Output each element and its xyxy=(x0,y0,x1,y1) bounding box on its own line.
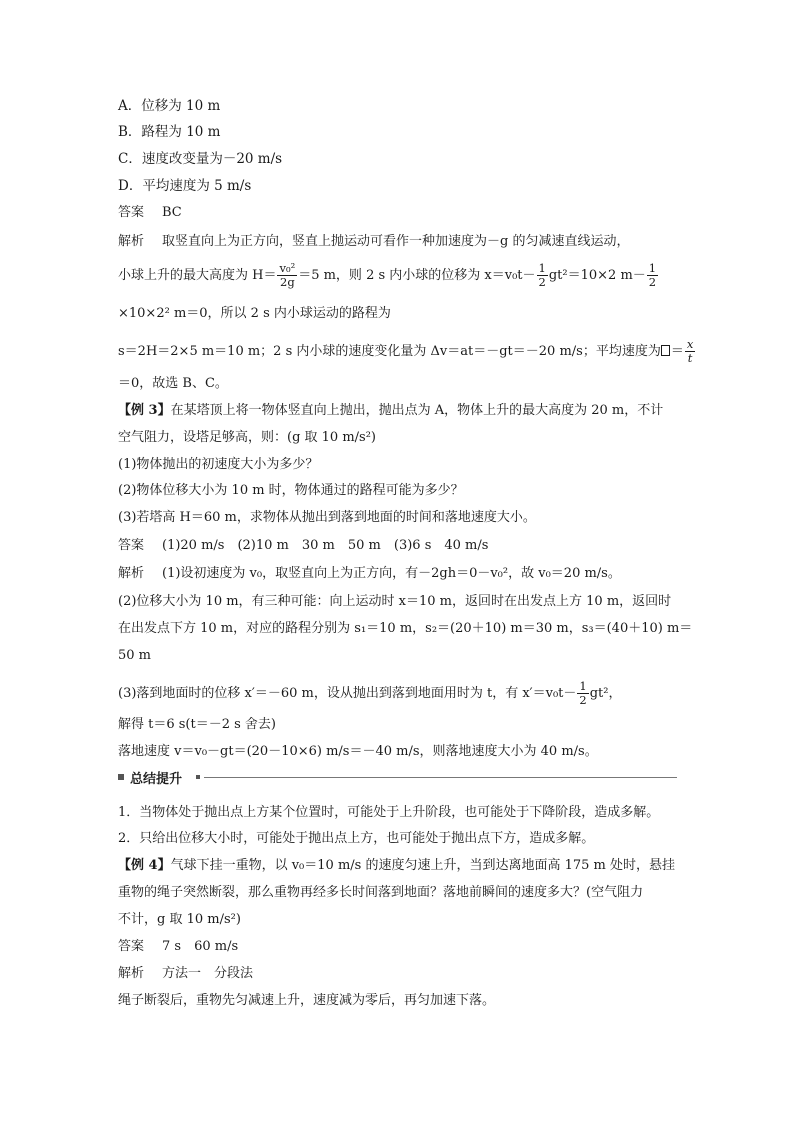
solution-line-1 xyxy=(118,232,629,252)
square-bullet-icon xyxy=(118,774,124,780)
fraction xyxy=(277,262,297,289)
solution-text: gt²， xyxy=(589,686,622,701)
example-4-solution-line-1: 绳子断裂后，重物先匀减速上升，速度减为零后，再匀加速下落。 xyxy=(118,993,496,1008)
fraction-numerator: 1 xyxy=(579,679,587,693)
example-stem: 在某塔顶上将一物体竖直向上抛出，抛出点为 A，物体上升的最大高度为 20 m，不计 xyxy=(170,403,664,418)
solution-line-4: s＝2H＝2×5 m＝10 m；2 s 内小球的速度变化量为 Δv＝at＝－gt＝－20 m/s；平均速度为 ＝ $\frac{x}{t}$ xyxy=(118,337,694,365)
solution-label: 解析 xyxy=(118,566,145,581)
example-3-question-3: (3)若塔高 H＝60 m，求物体从抛出到落到地面的时间和落地速度大小。 xyxy=(118,510,536,525)
example-3-solution-2-line-1: (2)位移大小为 10 m，有三种可能：向上运动时 x＝10 m，返回时在出发点上方 10 m，返回时 xyxy=(118,594,672,609)
solution-text: s＝2H＝2×5 m＝10 m；2 s 内小球的速度变化量为 Δv＝at＝－gt＝－20 m/s；平均速度为 xyxy=(118,344,661,359)
answer-label: 答案 xyxy=(118,939,145,954)
answer-row xyxy=(118,203,182,223)
fraction-denominator: 2 xyxy=(648,275,657,289)
fraction-numerator: 1 xyxy=(648,261,657,275)
solution-line-5: ＝0，故选 B、C。 xyxy=(118,376,228,391)
summary-header xyxy=(118,769,677,785)
example-4-answer-row xyxy=(118,937,238,957)
solution-text: 小球上升的最大高度为 H＝ xyxy=(118,268,277,283)
solution-method: 方法一 分段法 xyxy=(162,966,254,981)
fraction xyxy=(577,680,588,707)
solution-label: 解析 xyxy=(118,234,145,249)
example-3-stem-line-1 xyxy=(118,401,663,421)
fraction-denominator: 2 xyxy=(538,275,546,289)
example-3-solution-2-line-2: 在出发点下方 10 m，对应的路程分别为 s₁＝10 m，s₂＝(20＋10) m＝30 m，s₃＝(40＋10) m＝ xyxy=(118,621,693,636)
example-stem: 气球下挂一重物，以 v₀＝10 m/s 的速度匀速上升，当到达离地面高 175 m 处时，悬挂 xyxy=(170,858,675,873)
option-a: A．位移为 10 m xyxy=(118,98,221,114)
solution-text: (3)落到地面时的位移 x′＝－60 m，设从抛出到落到地面用时为 t，有 x′＝v₀t－ xyxy=(118,686,577,701)
fraction xyxy=(685,338,696,365)
solution-text: (1)设初速度为 v₀，取竖直向上为正方向，有－2gh＝0－v₀²，故 v₀＝20 m/s。 xyxy=(162,566,621,581)
answer-value: BC xyxy=(162,205,182,220)
example-3-question-1: (1)物体抛出的初速度大小为多少？ xyxy=(118,457,319,472)
example-4-stem-line-1 xyxy=(118,856,675,876)
solution-text: ＝5 m，则 2 s 内小球的位移为 x＝v₀t－ xyxy=(298,268,536,283)
example-4-solution-method xyxy=(118,964,253,984)
example-3-stem-line-2: 空气阻力，设塔足够高，则：(g 取 10 m/s²) xyxy=(118,430,376,445)
solution-text: gt²＝10×2 m－ xyxy=(548,268,646,283)
example-3-solution-1 xyxy=(118,564,621,584)
option-c: C．速度改变量为－20 m/s xyxy=(118,151,283,167)
option-b: B．路程为 10 m xyxy=(118,124,221,140)
summary-point-1: 1．当物体处于抛出点上方某个位置时，可能处于上升阶段，也可能处于下降阶段，造成多解。 xyxy=(118,805,660,820)
fraction-denominator: t xyxy=(687,351,693,365)
fraction-denominator: 2 xyxy=(579,693,587,707)
example-4-stem-line-3: 不计，g 取 10 m/s²) xyxy=(118,912,241,927)
answer-value: 7 s 60 m/s xyxy=(162,939,239,954)
example-4-stem-line-2: 重物的绳子突然断裂，那么重物再经多长时间落到地面？落地前瞬间的速度多大？(空气阻力 xyxy=(118,885,644,900)
answer-value: (1)20 m/s (2)10 m 30 m 50 m (3)6 s 40 m/s xyxy=(162,538,489,553)
answer-label: 答案 xyxy=(118,538,145,553)
example-tag: 【例 3】 xyxy=(118,403,171,418)
example-3-answer-row xyxy=(118,536,488,556)
fraction xyxy=(537,262,548,289)
solution-label: 解析 xyxy=(118,966,145,981)
fraction-numerator: 1 xyxy=(538,261,546,275)
summary-point-2: 2．只给出位移大小时，可能处于抛出点上方，也可能处于抛出点下方，造成多解。 xyxy=(118,831,595,846)
solution-line-2 xyxy=(118,262,659,289)
example-3-solution-3-line-2: 解得 t＝6 s(t＝－2 s 舍去) xyxy=(118,717,277,732)
example-3-solution-3-line-1 xyxy=(118,680,621,707)
square-bullet-icon xyxy=(196,775,200,779)
fraction-numerator: v₀² xyxy=(279,261,296,275)
example-3-solution-3-line-3: 落地速度 v＝v₀－gt＝(20－10×6) m/s＝－40 m/s，则落地速度大小为 40 m/s。 xyxy=(118,744,598,759)
answer-label: 答案 xyxy=(118,205,145,220)
fraction xyxy=(647,262,658,289)
example-3-question-2: (2)物体位移大小为 10 m 时，物体通过的路程可能为多少？ xyxy=(118,483,464,498)
placeholder-box-icon xyxy=(661,345,670,356)
example-tag: 【例 4】 xyxy=(118,858,171,873)
fraction-numerator: x xyxy=(686,337,694,351)
solution-text: 取竖直向上为正方向，竖直上抛运动可看作一种加速度为－g 的匀减速直线运动， xyxy=(162,234,630,249)
solution-line-3: ×10×2² m＝0，所以 2 s 内小球运动的路程为 xyxy=(118,306,391,321)
summary-title: 总结提升 xyxy=(130,772,183,787)
example-3-solution-2-line-3: 50 m xyxy=(118,648,152,663)
fraction-denominator: 2g xyxy=(280,275,295,289)
divider xyxy=(204,777,677,778)
option-d: D．平均速度为 5 m/s xyxy=(118,178,252,194)
